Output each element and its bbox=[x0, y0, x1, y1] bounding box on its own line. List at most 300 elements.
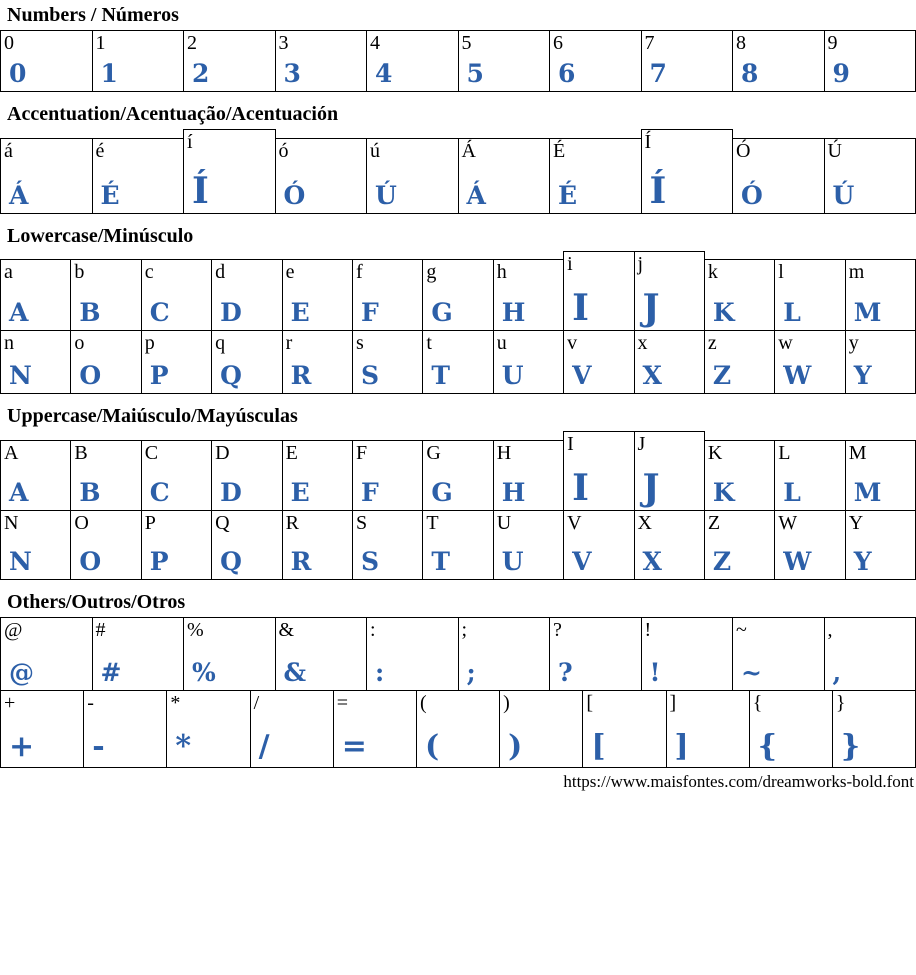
reference-char: ; bbox=[461, 619, 468, 641]
glyph-cell bbox=[92, 30, 185, 92]
rendered-glyph: E bbox=[290, 478, 310, 507]
glyph-cell bbox=[211, 510, 282, 580]
rendered-glyph: C bbox=[149, 478, 170, 507]
glyph-cell bbox=[549, 30, 642, 92]
glyph-cell bbox=[141, 330, 212, 394]
rendered-glyph: Ó bbox=[283, 181, 306, 210]
rendered-glyph: 9 bbox=[832, 59, 850, 88]
reference-char: q bbox=[215, 332, 226, 354]
reference-char: z bbox=[707, 332, 717, 354]
reference-char: K bbox=[707, 442, 723, 464]
section-title-numbers: Numbers / Números bbox=[7, 4, 179, 26]
reference-char: r bbox=[285, 332, 293, 354]
glyph-cell bbox=[422, 440, 493, 511]
glyph-cell bbox=[0, 617, 93, 691]
glyph-cell bbox=[582, 690, 666, 768]
glyph-cell bbox=[83, 690, 167, 768]
reference-char: , bbox=[827, 619, 833, 641]
reference-char: 2 bbox=[187, 32, 197, 54]
glyph-cell bbox=[92, 138, 185, 214]
reference-char: U bbox=[496, 512, 512, 534]
reference-char: & bbox=[278, 619, 295, 641]
rendered-glyph: % bbox=[192, 658, 216, 687]
glyph-cell bbox=[0, 510, 71, 580]
reference-char: H bbox=[496, 442, 512, 464]
rendered-glyph: Á bbox=[9, 181, 29, 210]
glyph-cell bbox=[845, 440, 916, 511]
rendered-glyph: G bbox=[431, 478, 453, 507]
rendered-glyph: ] bbox=[674, 729, 689, 764]
reference-char: / bbox=[253, 692, 260, 714]
rendered-glyph: / bbox=[258, 729, 270, 764]
section-numbers bbox=[0, 3, 916, 92]
reference-char: L bbox=[778, 442, 791, 464]
reference-char: á bbox=[4, 140, 13, 162]
glyph-cell bbox=[70, 440, 141, 511]
reference-char: X bbox=[637, 512, 652, 534]
reference-char: c bbox=[144, 261, 154, 283]
rendered-glyph: R bbox=[290, 361, 312, 390]
rendered-glyph: N bbox=[9, 361, 32, 390]
glyph-cell bbox=[845, 510, 916, 580]
glyph-cell bbox=[774, 259, 845, 331]
rendered-glyph: T bbox=[431, 547, 450, 576]
rendered-glyph: H bbox=[501, 478, 526, 507]
glyph-cell bbox=[282, 330, 353, 394]
glyph-cell bbox=[458, 30, 551, 92]
glyph-cell bbox=[141, 440, 212, 511]
glyph-cell bbox=[666, 690, 750, 768]
glyph-cell bbox=[352, 510, 423, 580]
rendered-glyph: P bbox=[149, 361, 169, 390]
reference-char: É bbox=[553, 140, 566, 162]
glyph-cell bbox=[563, 251, 634, 331]
reference-char: y bbox=[848, 332, 859, 354]
reference-char: = bbox=[336, 692, 349, 714]
rendered-glyph: I bbox=[572, 287, 589, 329]
glyph-table-lowercase bbox=[0, 251, 916, 394]
reference-char: Q bbox=[215, 512, 230, 534]
reference-char: ú bbox=[370, 140, 380, 162]
rendered-glyph: I bbox=[572, 467, 589, 509]
rendered-glyph: ? bbox=[558, 658, 573, 687]
rendered-glyph: T bbox=[431, 361, 450, 390]
reference-char: ! bbox=[644, 619, 652, 641]
rendered-glyph: 7 bbox=[649, 59, 667, 88]
rendered-glyph: X bbox=[642, 361, 662, 390]
glyph-cell bbox=[211, 330, 282, 394]
rendered-glyph: Í bbox=[649, 170, 667, 212]
glyph-cell bbox=[0, 138, 93, 214]
rendered-glyph: N bbox=[9, 547, 32, 576]
rendered-glyph: B bbox=[79, 478, 101, 507]
reference-char: Y bbox=[848, 512, 864, 534]
glyph-row bbox=[0, 617, 916, 691]
glyph-cell bbox=[824, 617, 916, 691]
glyph-cell bbox=[749, 690, 833, 768]
glyph-cell bbox=[70, 510, 141, 580]
section-title-uppercase: Uppercase/Maiúsculo/Mayúsculas bbox=[7, 405, 298, 427]
reference-char: h bbox=[496, 261, 507, 283]
glyph-cell bbox=[458, 617, 551, 691]
reference-char: F bbox=[355, 442, 368, 464]
rendered-glyph: Q bbox=[220, 547, 242, 576]
glyph-cell bbox=[183, 617, 276, 691]
rendered-glyph: J bbox=[642, 287, 660, 329]
glyph-cell bbox=[832, 690, 916, 768]
glyph-cell bbox=[824, 30, 916, 92]
glyph-cell bbox=[422, 330, 493, 394]
glyph-cell bbox=[166, 690, 250, 768]
glyph-cell bbox=[493, 510, 564, 580]
glyph-cell bbox=[141, 259, 212, 331]
rendered-glyph: Z bbox=[712, 547, 732, 576]
rendered-glyph: R bbox=[290, 547, 312, 576]
glyph-cell bbox=[563, 510, 634, 580]
reference-char: v bbox=[567, 332, 578, 354]
glyph-cell bbox=[774, 330, 845, 394]
rendered-glyph: D bbox=[220, 298, 242, 327]
rendered-glyph: E bbox=[290, 298, 310, 327]
reference-char: ? bbox=[553, 619, 562, 641]
reference-char: 3 bbox=[278, 32, 289, 54]
glyph-table-accentuation bbox=[0, 129, 916, 214]
rendered-glyph: C bbox=[149, 298, 170, 327]
glyph-cell bbox=[0, 330, 71, 394]
source-url-caption: https://www.maisfontes.com/dreamworks-bold.font bbox=[563, 772, 914, 791]
rendered-glyph: Z bbox=[712, 361, 732, 390]
reference-char: b bbox=[74, 261, 85, 283]
rendered-glyph: Y bbox=[853, 361, 872, 390]
glyph-cell bbox=[704, 330, 775, 394]
glyph-cell bbox=[563, 330, 634, 394]
section-lowercase bbox=[0, 224, 916, 394]
glyph-cell bbox=[845, 259, 916, 331]
rendered-glyph: ; bbox=[466, 658, 476, 687]
reference-char: G bbox=[426, 442, 441, 464]
rendered-glyph: F bbox=[360, 298, 379, 327]
rendered-glyph: Ú bbox=[832, 181, 855, 210]
glyph-cell bbox=[493, 330, 564, 394]
glyph-table-numbers bbox=[0, 30, 916, 92]
glyph-row bbox=[0, 330, 916, 394]
glyph-cell bbox=[422, 510, 493, 580]
reference-char: [ bbox=[586, 692, 593, 714]
reference-char: A bbox=[4, 442, 19, 464]
rendered-glyph: F bbox=[360, 478, 379, 507]
rendered-glyph: Ó bbox=[741, 181, 763, 210]
rendered-glyph: K bbox=[712, 478, 735, 507]
glyph-table-others bbox=[0, 617, 916, 768]
rendered-glyph: M bbox=[853, 298, 882, 327]
glyph-cell bbox=[333, 690, 417, 768]
reference-char: S bbox=[355, 512, 368, 534]
glyph-cell bbox=[352, 440, 423, 511]
reference-char: i bbox=[567, 253, 573, 275]
reference-char: x bbox=[637, 332, 648, 354]
glyph-cell bbox=[183, 129, 276, 214]
rendered-glyph: J bbox=[642, 467, 660, 509]
glyph-cell bbox=[275, 30, 368, 92]
glyph-cell bbox=[282, 510, 353, 580]
reference-char: } bbox=[835, 692, 846, 714]
rendered-glyph: - bbox=[92, 729, 105, 764]
reference-char: # bbox=[95, 619, 106, 641]
glyph-cell bbox=[352, 259, 423, 331]
section-others bbox=[0, 590, 916, 768]
reference-char: Á bbox=[461, 140, 476, 162]
glyph-row bbox=[0, 510, 916, 580]
glyph-cell bbox=[774, 510, 845, 580]
reference-char: Ú bbox=[827, 140, 842, 162]
rendered-glyph: [ bbox=[591, 729, 606, 764]
rendered-glyph: 3 bbox=[283, 59, 301, 88]
reference-char: é bbox=[95, 140, 105, 162]
rendered-glyph: } bbox=[840, 729, 861, 764]
glyph-cell bbox=[704, 440, 775, 511]
reference-char: - bbox=[87, 692, 94, 714]
rendered-glyph: W bbox=[783, 547, 812, 576]
rendered-glyph: # bbox=[100, 658, 122, 687]
rendered-glyph: V bbox=[572, 361, 592, 390]
rendered-glyph: 5 bbox=[466, 59, 484, 88]
rendered-glyph: 2 bbox=[192, 59, 210, 88]
reference-char: ] bbox=[669, 692, 677, 714]
reference-char: o bbox=[74, 332, 85, 354]
glyph-cell bbox=[275, 138, 368, 214]
rendered-glyph: ( bbox=[424, 729, 440, 764]
glyph-cell bbox=[0, 30, 93, 92]
glyph-cell bbox=[422, 259, 493, 331]
reference-char: O bbox=[74, 512, 89, 534]
rendered-glyph: 6 bbox=[558, 59, 576, 88]
reference-char: % bbox=[187, 619, 204, 641]
rendered-glyph: { bbox=[757, 729, 777, 764]
reference-char: f bbox=[355, 261, 363, 283]
reference-char: Ó bbox=[736, 140, 751, 162]
glyph-cell bbox=[732, 30, 825, 92]
reference-char: 5 bbox=[461, 32, 472, 54]
rendered-glyph: O bbox=[79, 547, 102, 576]
rendered-glyph: D bbox=[220, 478, 242, 507]
rendered-glyph: & bbox=[283, 658, 307, 687]
rendered-glyph: H bbox=[501, 298, 526, 327]
glyph-cell bbox=[824, 138, 916, 214]
reference-char: Í bbox=[644, 131, 652, 153]
glyph-cell bbox=[641, 129, 734, 214]
rendered-glyph: + bbox=[9, 729, 35, 764]
rendered-glyph: É bbox=[100, 181, 120, 210]
reference-char: g bbox=[426, 261, 437, 283]
reference-char: J bbox=[637, 433, 646, 455]
section-accentuation bbox=[0, 102, 916, 214]
glyph-cell bbox=[634, 251, 705, 331]
glyph-cell bbox=[634, 330, 705, 394]
reference-char: 6 bbox=[553, 32, 563, 54]
rendered-glyph: U bbox=[501, 361, 524, 390]
rendered-glyph: Ú bbox=[375, 181, 397, 210]
rendered-glyph: * bbox=[175, 729, 192, 764]
reference-char: C bbox=[144, 442, 159, 464]
rendered-glyph: , bbox=[832, 658, 842, 687]
rendered-glyph: K bbox=[712, 298, 735, 327]
rendered-glyph: A bbox=[9, 478, 29, 507]
glyph-cell bbox=[732, 138, 825, 214]
glyph-cell bbox=[634, 510, 705, 580]
glyph-cell bbox=[493, 440, 564, 511]
reference-char: ~ bbox=[736, 619, 747, 641]
reference-char: p bbox=[144, 332, 155, 354]
reference-char: ó bbox=[278, 140, 289, 162]
reference-char: N bbox=[4, 512, 19, 534]
glyph-cell bbox=[366, 138, 459, 214]
glyph-cell bbox=[183, 30, 276, 92]
glyph-cell bbox=[549, 138, 642, 214]
reference-char: s bbox=[355, 332, 364, 354]
glyph-cell bbox=[352, 330, 423, 394]
section-title-accentuation: Accentuation/Acentuação/Acentuación bbox=[7, 103, 339, 125]
glyph-cell bbox=[549, 617, 642, 691]
reference-char: ( bbox=[419, 692, 427, 714]
reference-char: V bbox=[567, 512, 582, 534]
rendered-glyph: ~ bbox=[741, 658, 762, 687]
reference-char: + bbox=[4, 692, 16, 714]
rendered-glyph: 8 bbox=[741, 59, 759, 88]
glyph-cell bbox=[70, 330, 141, 394]
reference-char: T bbox=[426, 512, 439, 534]
reference-char: 0 bbox=[4, 32, 14, 54]
glyph-row bbox=[0, 251, 916, 331]
reference-char: { bbox=[752, 692, 763, 714]
reference-char: d bbox=[215, 261, 226, 283]
glyph-cell bbox=[0, 440, 71, 511]
glyph-cell bbox=[250, 690, 334, 768]
glyph-cell bbox=[282, 259, 353, 331]
rendered-glyph: Y bbox=[853, 547, 872, 576]
glyph-row bbox=[0, 30, 916, 92]
glyph-row bbox=[0, 129, 916, 214]
reference-char: B bbox=[74, 442, 88, 464]
rendered-glyph: P bbox=[149, 547, 169, 576]
rendered-glyph: L bbox=[783, 478, 801, 507]
reference-char: 8 bbox=[736, 32, 746, 54]
reference-char: 1 bbox=[95, 32, 106, 54]
rendered-glyph: @ bbox=[9, 658, 34, 687]
reference-char: @ bbox=[4, 619, 23, 641]
rendered-glyph: M bbox=[853, 478, 882, 507]
glyph-cell bbox=[493, 259, 564, 331]
rendered-glyph: S bbox=[360, 547, 380, 576]
rendered-glyph: 4 bbox=[375, 59, 393, 88]
glyph-cell bbox=[634, 431, 705, 511]
glyph-cell bbox=[0, 259, 71, 331]
rendered-glyph: Á bbox=[466, 181, 486, 210]
glyph-cell bbox=[458, 138, 551, 214]
reference-char: 7 bbox=[644, 32, 655, 54]
glyph-cell bbox=[366, 30, 459, 92]
reference-char: D bbox=[215, 442, 230, 464]
reference-char: ) bbox=[503, 692, 510, 714]
reference-char: 4 bbox=[370, 32, 380, 54]
reference-char: u bbox=[496, 332, 507, 354]
glyph-row bbox=[0, 431, 916, 511]
reference-char: n bbox=[4, 332, 14, 354]
rendered-glyph: L bbox=[783, 298, 801, 327]
rendered-glyph: G bbox=[431, 298, 453, 327]
rendered-glyph: 1 bbox=[100, 59, 118, 88]
glyph-cell bbox=[0, 690, 84, 768]
rendered-glyph: : bbox=[375, 658, 385, 687]
reference-char: 9 bbox=[827, 32, 838, 54]
rendered-glyph: A bbox=[9, 298, 29, 327]
glyph-row bbox=[0, 690, 916, 768]
reference-char: k bbox=[707, 261, 718, 283]
glyph-cell bbox=[732, 617, 825, 691]
glyph-cell bbox=[275, 617, 368, 691]
glyph-cell bbox=[563, 431, 634, 511]
rendered-glyph: = bbox=[341, 729, 367, 764]
rendered-glyph: 0 bbox=[9, 59, 27, 88]
reference-char: j bbox=[637, 253, 644, 275]
reference-char: R bbox=[285, 512, 299, 534]
reference-char: a bbox=[4, 261, 13, 283]
rendered-glyph: U bbox=[501, 547, 524, 576]
glyph-cell bbox=[704, 259, 775, 331]
glyph-cell bbox=[641, 617, 734, 691]
rendered-glyph: S bbox=[360, 361, 380, 390]
section-uppercase bbox=[0, 404, 916, 580]
reference-char: * bbox=[170, 692, 181, 714]
reference-char: e bbox=[285, 261, 295, 283]
reference-char: P bbox=[144, 512, 156, 534]
rendered-glyph: O bbox=[79, 361, 102, 390]
section-title-lowercase: Lowercase/Minúsculo bbox=[7, 225, 194, 247]
glyph-cell bbox=[211, 259, 282, 331]
rendered-glyph: B bbox=[79, 298, 101, 327]
glyph-cell bbox=[366, 617, 459, 691]
reference-char: í bbox=[187, 131, 193, 153]
rendered-glyph: Q bbox=[220, 361, 242, 390]
rendered-glyph: É bbox=[558, 181, 578, 210]
glyph-cell bbox=[641, 30, 734, 92]
glyph-cell bbox=[70, 259, 141, 331]
reference-char: t bbox=[426, 332, 432, 354]
section-title-others: Others/Outros/Otros bbox=[7, 591, 186, 613]
glyph-cell bbox=[416, 690, 500, 768]
glyph-cell bbox=[499, 690, 583, 768]
rendered-glyph: ) bbox=[508, 729, 523, 764]
glyph-cell bbox=[704, 510, 775, 580]
rendered-glyph: ! bbox=[649, 658, 661, 687]
glyph-cell bbox=[141, 510, 212, 580]
reference-char: w bbox=[778, 332, 793, 354]
glyph-cell bbox=[282, 440, 353, 511]
glyph-cell bbox=[774, 440, 845, 511]
reference-char: m bbox=[848, 261, 865, 283]
rendered-glyph: X bbox=[642, 547, 662, 576]
glyph-cell bbox=[92, 617, 185, 691]
reference-char: l bbox=[778, 261, 784, 283]
reference-char: E bbox=[285, 442, 298, 464]
glyph-cell bbox=[211, 440, 282, 511]
rendered-glyph: V bbox=[572, 547, 592, 576]
rendered-glyph: W bbox=[783, 361, 812, 390]
reference-char: M bbox=[848, 442, 867, 464]
rendered-glyph: Í bbox=[192, 170, 209, 212]
reference-char: W bbox=[778, 512, 798, 534]
reference-char: : bbox=[370, 619, 376, 641]
reference-char: I bbox=[567, 433, 574, 455]
